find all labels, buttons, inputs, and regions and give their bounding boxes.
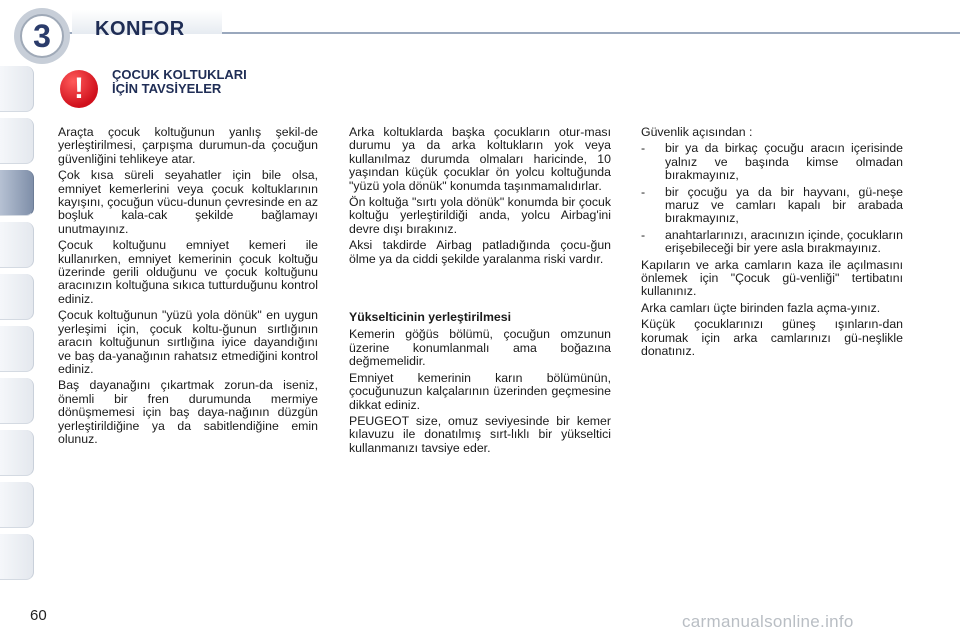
- chapter-number: 3: [20, 14, 64, 58]
- exclamation-warning-icon: !: [60, 70, 98, 108]
- page-number: 60: [30, 607, 47, 624]
- watermark: carmanualsonline.info: [682, 612, 854, 631]
- bullet-item: [641, 142, 903, 182]
- paragraph: Emniyet kemerinin karın bölümünün, çocuğunuzun kalçalarının üzerinden geçmesine dikkat ediniz.: [349, 370, 611, 412]
- sidebar-tab-8[interactable]: [0, 430, 34, 476]
- bullet-text: bir ya da birkaç çocuğu aracın içerisinde yalnız ve başında kimse olmadan bırakmayınız,: [665, 141, 903, 183]
- chapter-sidebar: [0, 66, 34, 576]
- sidebar-tab-2[interactable]: [0, 118, 34, 164]
- paragraph: Çocuk koltuğunun "yüzü yola dönük" en uygun yerleşimi için, çocuk koltu-ğunun sırtlığının aracın koltuğunun sırtlığına iyice dayandığını ve baş da-yanağının rahatsız etmediğini kontrol ediniz.: [58, 308, 318, 376]
- warning-title: [112, 68, 247, 96]
- paragraph: Arka koltuklarda başka çocukların otur-ması durumu ya da arka koltukların yok veya kullanılmaz durumda olmaları haricinde, 10 yaşından küçük çocuklar ön yolcu koltuğunda "yüzü yola dönük" konumda taşınmamalıdırlar.: [349, 125, 611, 193]
- bullet-item: [641, 229, 903, 256]
- bullet-text: bir çocuğu ya da bir hayvanı, gü-neşe maruz ve camları kapalı bir arabada bırakmayınız,: [665, 184, 903, 226]
- chapter-badge: [14, 8, 70, 64]
- paragraph: Arka camları üçte birinden fazla açma-yınız.: [641, 300, 881, 315]
- sidebar-tab-5[interactable]: [0, 274, 34, 320]
- bullet-item: [641, 186, 903, 226]
- sidebar-tab-4[interactable]: [0, 222, 34, 268]
- paragraph: Kapıların ve arka camların kaza ile açılmasını önlemek için "Çocuk gü-venliği" tertibatını kullanınız.: [641, 257, 903, 299]
- sidebar-tab-9[interactable]: [0, 482, 34, 528]
- paragraph: Araçta çocuk koltuğunun yanlış şekil-de yerleştirilmesi, çarpışma durumun-da çocuğun güvenliğini tehlikeye atar.: [58, 125, 318, 166]
- warning-title-line1: ÇOCUK KOLTUKLARI: [112, 67, 247, 82]
- paragraph: Çok kısa süreli seyahatler için bile olsa, emniyet kemerlerini veya çocuk koltuklarının kayışını, çocuğun vücu-dunun çevresinde en az boşluk kala-cak şekilde bağlamayı unutmayınız.: [58, 168, 318, 236]
- sidebar-tab-6[interactable]: [0, 326, 34, 372]
- safety-intro: Güvenlik açısından :: [641, 125, 753, 139]
- sidebar-tab-10[interactable]: [0, 534, 34, 580]
- paragraph: Çocuk koltuğunu emniyet kemeri ile kullanırken, emniyet kemerinin çocuk koltuğu üzerinde gerili olduğunu ve çocuk koltuğunu aracınızın koltuğuna sıkıca tutturduğunu kontrol ediniz.: [58, 238, 318, 306]
- sidebar-tab-7[interactable]: [0, 378, 34, 424]
- section-subheading: Yükselticinin yerleştirilmesi: [349, 310, 511, 325]
- text-column-3: [641, 126, 903, 362]
- paragraph: Aksi takdirde Airbag patladığında çocu-ğun ölme ya da ciddi şekilde yaralanma riski vardır.: [349, 238, 611, 266]
- bullet-marker: -: [641, 227, 646, 242]
- text-column-2: [349, 126, 611, 458]
- paragraph: Ön koltuğa "sırtı yola dönük" konumda bir çocuk koltuğu yerleştirildiği anda, yolcu Airbag'ini devre dışı bırakınız.: [349, 195, 611, 236]
- paragraph: PEUGEOT size, omuz seviyesinde bir kemer kılavuzu ile donatılmış sırt-lıklı bir yükseltici kullanmanızı tavsiye eder.: [349, 413, 611, 455]
- text-column-1: [58, 126, 318, 449]
- bullet-text: anahtarlarınızı, aracınızın içinde, çocukların erişebileceği bir yere asla bırakmayınız.: [665, 227, 903, 256]
- bullet-marker: -: [641, 141, 646, 156]
- paragraph: Kemerin göğüs bölümü, çocuğun omzunun üzerine konumlanmalı ama boğazına değmemelidir.: [349, 327, 611, 369]
- paragraph: Küçük çocuklarınızı güneş ışınların-dan korumak için arka camlarınızı gü-neşlikle donatınız.: [641, 317, 903, 359]
- sidebar-tab-1[interactable]: [0, 66, 34, 112]
- sidebar-tab-3-active[interactable]: [0, 170, 34, 216]
- bullet-marker: -: [641, 184, 646, 199]
- chapter-title: KONFOR: [95, 18, 185, 40]
- warning-title-line2: İÇİN TAVSİYELER: [112, 81, 222, 96]
- paragraph: Baş dayanağını çıkartmak zorun-da iseniz, önemli bir fren durumunda mermiye dönüşmemesi için baş daya-nağının düzgün yerleştirildiğine ya da sabitlendiğine emin olunuz.: [58, 378, 318, 446]
